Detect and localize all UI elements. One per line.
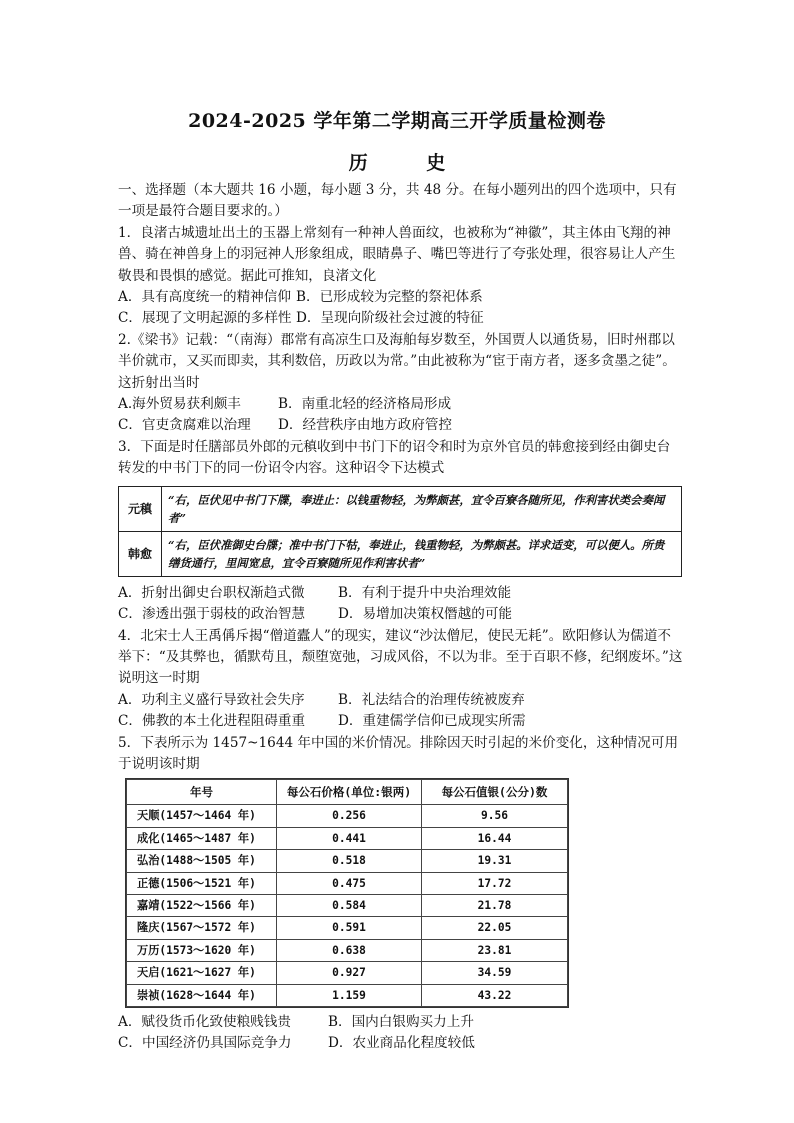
table-row — [127, 939, 568, 961]
cell-era: 隆庆(1567～1572 年) — [127, 917, 277, 939]
table-row — [127, 872, 568, 894]
quote-text: “右，臣伏准御史台牒；准中书门下牯，奉进止，钱重物轻，为弊颇甚。详求适变，可以便人。所贵缮货通行，里闾宽息，宜令百寮随所见作利害状者” — [168, 537, 665, 570]
rice-table — [126, 779, 568, 1007]
cell-silver: 23.81 — [422, 939, 568, 961]
cell-silver: 9.56 — [422, 805, 568, 827]
table-row — [127, 894, 568, 916]
option-row — [118, 583, 683, 604]
option-d[interactable]: D．经营秩序由地方政府管控 — [278, 417, 453, 434]
cell-price: 0.927 — [277, 962, 422, 984]
cell-era: 天启(1621～1627 年) — [127, 962, 277, 984]
option-a[interactable]: A．具有高度统一的精神信仰 — [118, 289, 291, 306]
rice-price-table — [125, 778, 569, 1008]
question-3 — [118, 437, 683, 626]
option-b[interactable]: B．礼法结合的治理传统被废弃 — [338, 691, 525, 708]
cell-silver: 19.31 — [422, 850, 568, 872]
edict-quote-table — [118, 486, 682, 577]
cell-price: 0.591 — [277, 917, 422, 939]
section-intro: 一、选择题（本大题共 16 小题，每小题 3 分，共 48 分。在每小题列出的四个选项中，只有一项是最符合题目要求的。） — [118, 182, 677, 220]
option-b[interactable]: B．南重北轻的经济格局形成 — [278, 396, 452, 413]
question-4 — [118, 626, 683, 733]
question-stem: 3．下面是时任膳部员外郎的元稹收到中书门下的诏令和时为京外官员的韩愈接到经由御史台转发的中书门下的同一份诏令内容。这种诏令下达模式 — [118, 438, 671, 477]
cell-price: 0.441 — [277, 827, 422, 849]
option-row — [118, 711, 683, 732]
table-row — [127, 827, 568, 849]
option-b[interactable]: B．已形成较为完整的祭祀体系 — [296, 289, 483, 306]
option-row — [118, 604, 683, 625]
option-row — [118, 1012, 683, 1033]
option-c[interactable]: C．中国经济仍具国际竞争力 — [118, 1035, 292, 1052]
table-row — [127, 962, 568, 984]
cell-price: 1.159 — [277, 984, 422, 1006]
question-5 — [118, 733, 683, 1055]
table-row — [127, 984, 568, 1006]
option-d[interactable]: D．重建儒学信仰已成现实所需 — [338, 713, 526, 730]
option-b[interactable]: B．国内白银购买力上升 — [328, 1014, 474, 1030]
option-a[interactable]: A．赋役货币化致使粮贱钱贵 — [118, 1014, 291, 1030]
question-stem: 1．良渚古城遗址出土的玉器上常刻有一种神人兽面纹，也被称为“神徽”，其主体由飞翔的神兽、骑在神兽身上的羽冠神人形象组成，眼睛鼻子、嘴巴等进行了夸张处理，很容易让人产生敬畏和畏惧的感觉。据此可推知，良渚文化 — [118, 224, 676, 284]
option-d[interactable]: D．农业商品化程度较低 — [328, 1035, 475, 1052]
cell-price: 0.256 — [277, 805, 422, 827]
cell-silver: 34.59 — [422, 962, 568, 984]
cell-price: 0.475 — [277, 872, 422, 894]
cell-price: 0.638 — [277, 939, 422, 961]
cell-era: 嘉靖(1522～1566 年) — [127, 894, 277, 916]
table-row — [127, 850, 568, 872]
cell-price: 0.518 — [277, 850, 422, 872]
question-stem: 2.《梁书》记载：“（南海）郡常有高凉生口及海舶每岁数至，外国贾人以通货易，旧时州郡以半价就市，又买而即卖，其利数倍，历政以为常。”由此被称为“宦于南方者，逐多贪墨之徒”。这折射出当时 — [118, 331, 676, 391]
cell-silver: 43.22 — [422, 984, 568, 1006]
quote-person: 韩愈 — [119, 532, 162, 576]
cell-silver: 16.44 — [422, 827, 568, 849]
quote-row — [119, 532, 681, 576]
cell-price: 0.584 — [277, 894, 422, 916]
option-a[interactable]: A.海外贸易获利颇丰 — [118, 396, 241, 413]
exam-title: 2024-2025 学年第二学期高三开学质量检测卷 — [188, 110, 606, 132]
question-flow — [118, 180, 683, 1055]
question-2 — [118, 330, 683, 437]
cell-era: 弘治(1488～1505 年) — [127, 850, 277, 872]
header-price: 每公石价格(单位:银两) — [277, 780, 422, 805]
header-era: 年号 — [127, 780, 277, 805]
question-stem: 5．下表所示为 1457~1644 年中国的米价情况。排除因天时引起的米价变化，这种情况可用于说明该时期 — [118, 734, 679, 772]
option-c[interactable]: C．佛教的本土化进程阻碍重重 — [118, 713, 306, 730]
quote-person: 元稹 — [119, 487, 162, 531]
option-row — [118, 394, 683, 415]
cell-era: 正德(1506～1521 年) — [127, 872, 277, 894]
option-c[interactable]: C．渗透出强于弱枝的政治智慧 — [118, 606, 306, 623]
table-row — [127, 805, 568, 827]
question-stem: 4．北宋士人王禹偁斥揭“僧道蠹人”的现实，建议“沙汰僧尼，使民无耗”。欧阳修认为儒道不举下：“及其弊也，循默苟且，颓堕宽弛，习成风俗，不以为非。至于百职不修，纪纲废坏。”这说明这一时期 — [118, 627, 683, 687]
option-a[interactable]: A．折射出御史台职权渐趋式微 — [118, 584, 305, 601]
table-row — [127, 917, 568, 939]
option-row — [118, 690, 683, 711]
cell-era: 天顺(1457～1464 年) — [127, 805, 277, 827]
question-1 — [118, 223, 683, 330]
cell-era: 崇祯(1628～1644 年) — [127, 984, 277, 1006]
option-c[interactable]: C．官吏贪腐难以治理 — [118, 417, 251, 434]
table-header-row — [127, 780, 568, 805]
header-silver: 每公石值银(公分)数 — [422, 780, 568, 805]
option-d[interactable]: D．呈现向阶级社会过渡的特征 — [296, 310, 484, 327]
option-row — [118, 308, 683, 329]
cell-silver: 22.05 — [422, 917, 568, 939]
subject-title: 历 史 — [348, 152, 472, 174]
quote-text: “右，臣伏见中书门下牒，奉进止：以钱重物轻，为弊颇甚，宜令百寮各随所见，作利害状类会奏闻者” — [168, 492, 665, 525]
option-row — [118, 1033, 683, 1054]
option-c[interactable]: C．展现了文明起源的多样性 — [118, 310, 292, 327]
option-a[interactable]: A．功利主义盛行导致社会失序 — [118, 691, 305, 708]
option-row — [118, 287, 683, 308]
cell-era: 成化(1465～1487 年) — [127, 827, 277, 849]
option-b[interactable]: B．有利于提升中央治理效能 — [338, 584, 512, 601]
option-d[interactable]: D．易增加决策权僭越的可能 — [338, 606, 513, 623]
cell-silver: 17.72 — [422, 872, 568, 894]
cell-silver: 21.78 — [422, 894, 568, 916]
cell-era: 万历(1573～1620 年) — [127, 939, 277, 961]
option-row — [118, 415, 683, 436]
quote-row — [119, 487, 681, 532]
